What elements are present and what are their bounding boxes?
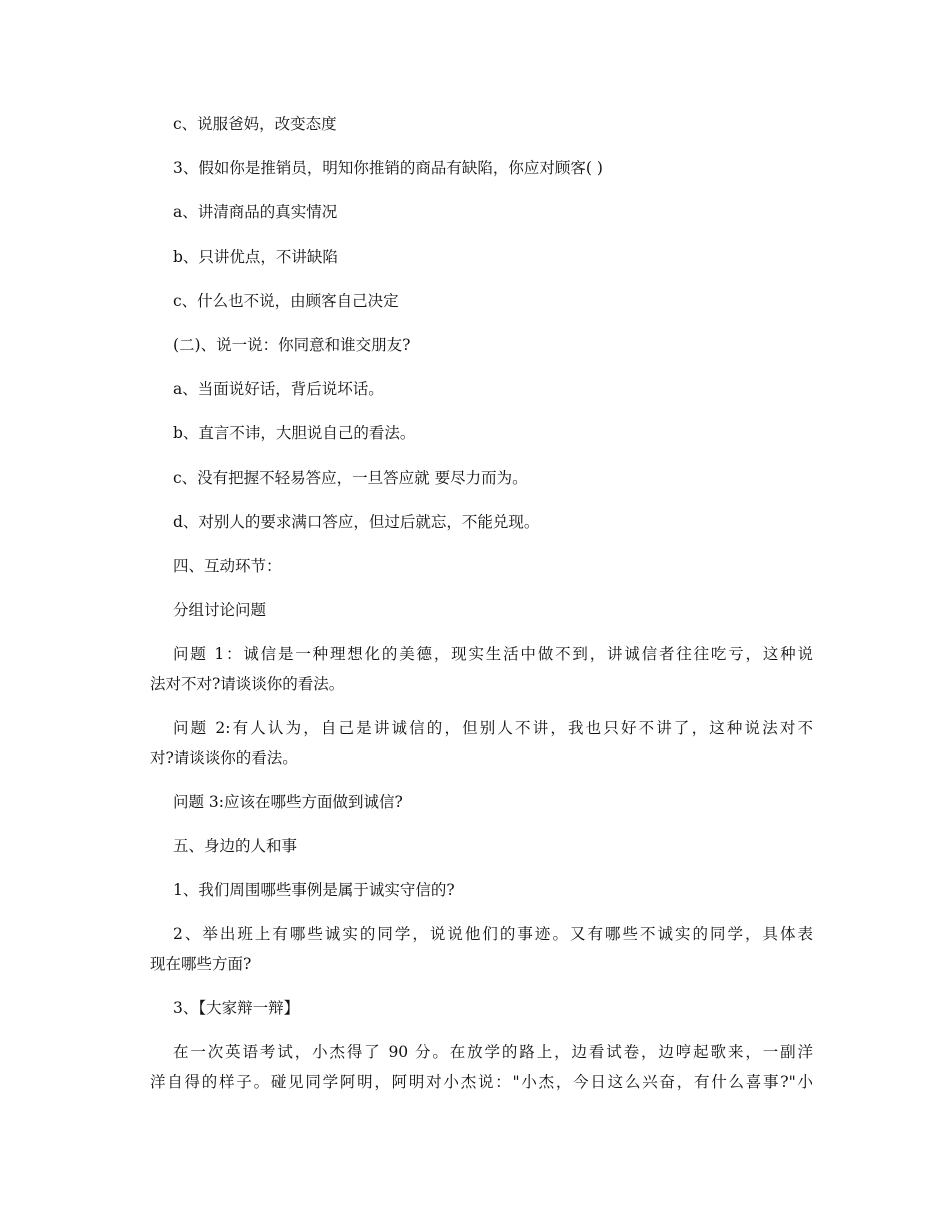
option-c-persuade-parents (173, 110, 813, 140)
paragraph-text: 3、【大家辩一辩】 (173, 999, 300, 1018)
discussion-question-2 (150, 714, 813, 773)
question-3-salesperson (173, 154, 813, 184)
section-2-heading (173, 331, 813, 361)
section-4-heading (173, 552, 813, 582)
discussion-question-3 (173, 788, 813, 818)
paragraph-text: d、对别人的要求满口答应，但过后就忘，不能兑现。 (173, 512, 540, 531)
paragraph-text: 3、假如你是推销员，明知你推销的商品有缺陷，你应对顾客( ) (173, 159, 603, 178)
option-a-truth (173, 198, 813, 228)
discussion-question-1 (150, 640, 813, 699)
paragraph-text: c、说服爸妈，改变态度 (173, 115, 337, 133)
paragraph-text: b、只讲优点，不讲缺陷 (173, 247, 338, 266)
paragraph-line: 2、举出班上有哪些诚实的同学，说说他们的事迹。又有哪些不诚实的同学，具体表 (173, 925, 813, 944)
document-body (150, 110, 813, 1112)
paragraph-text: (二)、说一说：你同意和谁交朋友? (173, 335, 411, 354)
paragraph-text: b、直言不讳，大胆说自己的看法。 (173, 424, 416, 443)
paragraph-line: 问题 1：诚信是一种理想化的美德，现实生活中做不到，讲诚信者往往吃亏，这种说 (173, 645, 813, 664)
paragraph-text: 问题 3:应该在哪些方面做到诚信? (173, 792, 403, 811)
debate-heading (173, 994, 813, 1024)
paragraph-line: 在一次英语考试，小杰得了 90 分。在放学的路上，边看试卷，边哼起歌来，一副洋 (173, 1043, 813, 1062)
friend-option-a (173, 375, 813, 405)
people-item-2 (150, 920, 813, 979)
friend-option-b (173, 419, 813, 449)
paragraph-text: 五、身边的人和事 (173, 837, 298, 855)
paragraph-text: 分组讨论问题 (173, 601, 267, 620)
paragraph-text: 四、互动环节： (173, 556, 282, 575)
option-b-only-advantages (173, 243, 813, 273)
paragraph-text: 1、我们周围哪些事例是属于诚实守信的? (173, 881, 455, 900)
people-item-1 (173, 876, 813, 906)
paragraph-line: 现在哪些方面? (150, 954, 252, 973)
friend-option-d (173, 508, 813, 538)
paragraph-line: 对?请谈谈你的看法。 (150, 748, 298, 767)
section-5-heading (173, 832, 813, 862)
paragraph-line: 洋自得的样子。碰见同学阿明，阿明对小杰说："小杰，今日这么兴奋，有什么喜事?"小 (150, 1072, 813, 1091)
paragraph-text: a、当面说好话，背后说坏话。 (173, 380, 384, 399)
story-paragraph (150, 1038, 813, 1097)
friend-option-c (173, 464, 813, 494)
option-c-say-nothing (173, 287, 813, 317)
paragraph-line: 法对不对?请谈谈你的看法。 (150, 674, 345, 693)
group-discussion-heading (173, 596, 813, 626)
paragraph-line: 问题 2:有人认为，自己是讲诚信的，但别人不讲，我也只好不讲了，这种说法对不 (173, 719, 813, 738)
paragraph-text: a、讲清商品的真实情况 (173, 203, 338, 222)
paragraph-text: c、什么也不说，由顾客自己决定 (173, 291, 399, 310)
paragraph-text: c、没有把握不轻易答应，一旦答应就 要尽力而为。 (173, 468, 528, 487)
